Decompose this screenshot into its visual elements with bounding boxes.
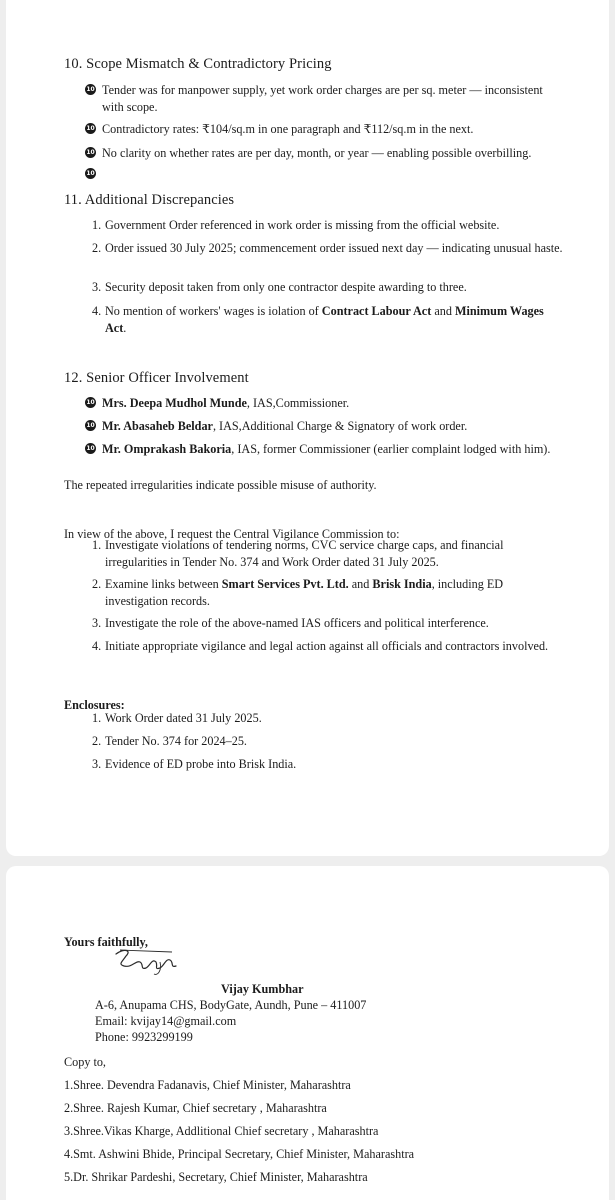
copy-to-item: 5.Dr. Shrikar Pardeshi, Secretary, Chief Minister, Maharashtra [64,1170,368,1185]
signatory-name: Vijay Kumbhar [221,982,304,997]
email-line: Email: kvijay14@gmail.com [95,1014,237,1029]
bullet-marker-icon: 10 [86,445,95,452]
bullet-marker-icon: 10 [86,170,95,177]
officer-item: 10 Mrs. Deepa Mudhol Munde, IAS,Commissioner. [86,396,350,410]
request-intro: In view of the above, I request the Central Vigilance Commission to: [64,527,400,542]
salutation: Yours faithfully, [64,935,148,950]
section-10-bullet: 10 No clarity on whether rates are per day, month, or year — enabling possible overbilling. [86,146,532,160]
copy-to-label: Copy to, [64,1055,106,1070]
list-item: 2. Examine links between Smart Services Pvt. Ltd. and Brisk India, including ED investigation records. [92,577,504,608]
bullet-marker-icon: 10 [86,422,95,429]
letter-page-1 [6,0,609,856]
officer-item: 10 Mr. Abasaheb Beldar, IAS,Additional Charge & Signatory of work order. [86,419,468,433]
copy-to-item: 4.Smt. Ashwini Bhide, Principal Secretary, Chief Minister, Maharashtra [64,1147,415,1162]
conclusion-text: The repeated irregularities indicate possible misuse of authority. [64,478,377,493]
list-item: 1. Government Order referenced in work order is missing from the official website. [92,218,500,232]
list-item: 3. Investigate the role of the above-named IAS officers and political interference. [92,616,489,630]
list-item: 4. Initiate appropriate vigilance and legal action against all officials and contractors involved. [92,639,549,653]
section-10-heading: 10. Scope Mismatch & Contradictory Pricing [64,56,332,72]
copy-to-item: 1.Shree. Devendra Fadanavis, Chief Minister, Maharashtra [64,1078,351,1093]
section-10-bullet: 10 Contradictory rates: ₹104/sq.m in one paragraph and ₹112/sq.m in the next. [86,122,474,136]
letter-page-2 [6,866,609,1200]
bullet-marker-icon: 10 [86,399,95,406]
officer-item: 10 Mr. Omprakash Bakoria, IAS, former Commissioner (earlier complaint lodged with him). [86,442,551,456]
phone-line: Phone: 9923299199 [95,1030,193,1045]
list-item: 1. Investigate violations of tendering norms, CVC service charge caps, and financial irregularities in Tender No. 374 and Work Order dated 31 July 2025. [92,538,504,569]
enclosures-heading: Enclosures: [64,698,125,713]
section-11-heading: 11. Additional Discrepancies [64,192,235,208]
section-12-heading: 12. Senior Officer Involvement [64,370,249,386]
list-item: 4. No mention of workers' wages is iolation of Contract Labour Act and Minimum Wages Act. [92,304,544,335]
bullet-marker-icon: 10 [86,86,95,93]
handwritten-signature [110,944,180,978]
bullet-marker-icon: 10 [86,149,95,156]
copy-to-item: 3.Shree.Vikas Kharge, Addlitional Chief secretary , Maharashtra [64,1124,379,1139]
section-10-bullet: 10 Tender was for manpower supply, yet work order charges are per sq. meter — inconsistent with scope. [86,83,543,114]
list-item: 3. Evidence of ED probe into Brisk India. [92,757,297,771]
bullet-marker-icon: 10 [86,125,95,132]
list-item: 3. Security deposit taken from only one contractor despite awarding to three. [92,280,467,294]
copy-to-item: 2.Shree. Rajesh Kumar, Chief secretary , Maharashtra [64,1101,327,1116]
address-line: A-6, Anupama CHS, BodyGate, Aundh, Pune – 411007 [95,998,367,1013]
list-item: 1. Work Order dated 31 July 2025. [92,711,262,725]
list-item: 2. Tender No. 374 for 2024–25. [92,734,247,748]
list-item: 2. Order issued 30 July 2025; commencement order issued next day — indicating unusual haste. [92,241,563,255]
